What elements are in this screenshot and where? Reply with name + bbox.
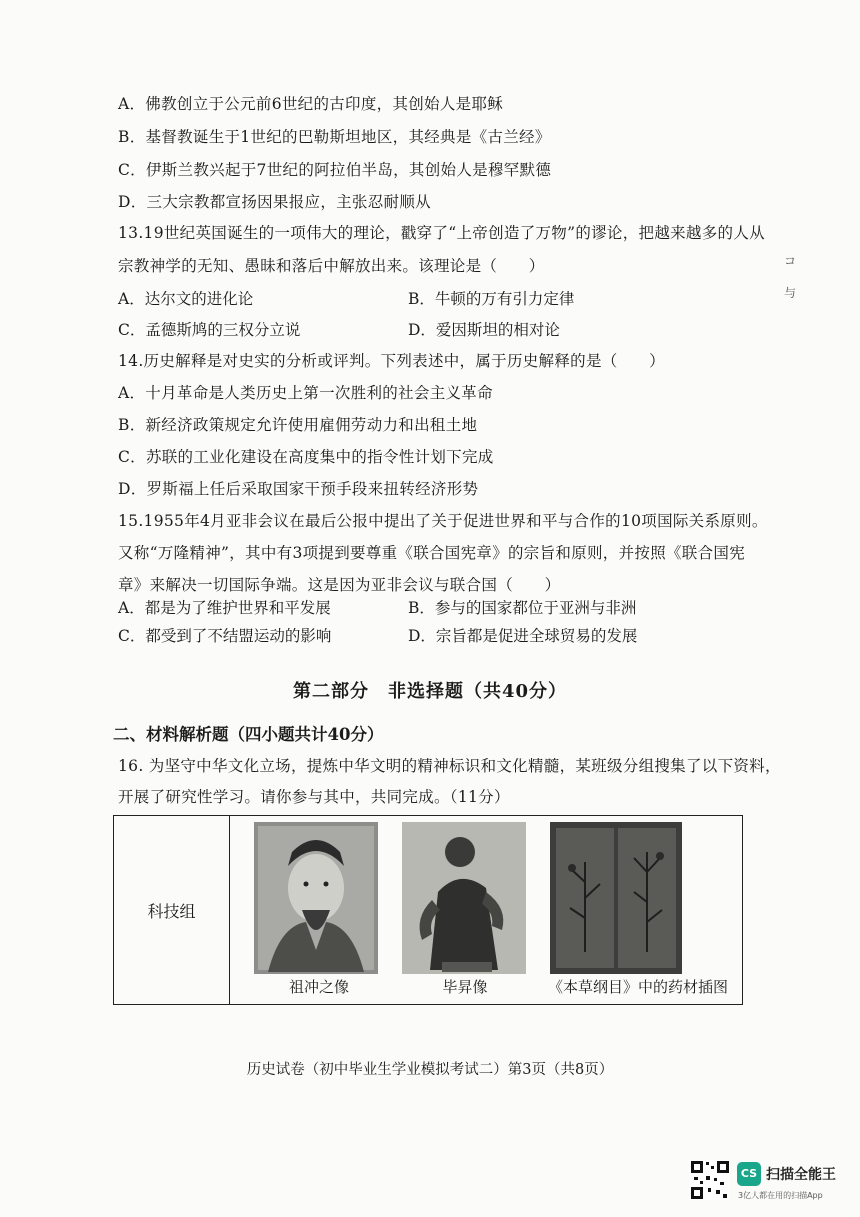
margin-mark-2: 与 <box>784 286 797 300</box>
scanner-tagline: 3亿人都在用的扫描App <box>738 1191 823 1200</box>
section2-title: 二、材料解析题（四小题共计40分） <box>113 725 384 744</box>
q14-option-c: C．苏联的工业化建设在高度集中的指令性计划下完成 <box>118 448 494 466</box>
q15-stem-line3: 章》来解决一切国际争端。这是因为亚非会议与联合国（ ） <box>118 576 561 594</box>
materia-medica-illustration <box>550 822 682 974</box>
q13-option-a: A．达尔文的进化论 <box>118 290 254 308</box>
q14-option-a: A．十月革命是人类历史上第一次胜利的社会主义革命 <box>118 384 493 402</box>
q14-option-d: D．罗斯福上任后采取国家干预手段来扭转经济形势 <box>118 480 479 498</box>
material-table <box>113 815 743 1005</box>
group-label: 科技组 <box>114 816 230 1005</box>
caption-bi-sheng: 毕昇像 <box>442 978 488 996</box>
caption-materia-medica: 《本草纲目》中的药材插图 <box>547 978 728 996</box>
q12-option-d: D．三大宗教都宣扬因果报应，主张忍耐顺从 <box>118 193 431 211</box>
q13-stem-line1: 13.19世纪英国诞生的一项伟大的理论，戳穿了“上帝创造了万物”的谬论，把越来越多的人从 <box>118 224 765 242</box>
q13-stem-line2: 宗教神学的无知、愚昧和落后中解放出来。该理论是（ ） <box>118 257 545 275</box>
q16-stem-line2: 开展了研究性学习。请你参与其中，共同完成。（11分） <box>118 788 510 806</box>
image-cell <box>230 816 743 1005</box>
zu-chongzhi-portrait <box>254 822 378 974</box>
q15-option-d: D．宗旨都是促进全球贸易的发展 <box>408 627 638 645</box>
q16-stem-line1: 16. 为坚守中华文化立场，提炼中华文明的精神标识和文化精髓，某班级分组搜集了以下资料， <box>118 757 781 775</box>
qr-code-icon <box>690 1160 730 1200</box>
margin-mark-1: コ <box>784 254 797 268</box>
q15-option-a: A．都是为了维护世界和平发展 <box>118 599 331 617</box>
bi-sheng-statue <box>402 822 526 974</box>
cs-logo-icon: CS <box>737 1162 761 1186</box>
scanner-app-name: 扫描全能王 <box>766 1167 836 1183</box>
q14-option-b: B．新经济政策规定允许使用雇佣劳动力和出租土地 <box>118 416 478 434</box>
q15-option-b: B．参与的国家都位于亚洲与非洲 <box>408 599 637 617</box>
q13-option-b: B．牛顿的万有引力定律 <box>408 290 575 308</box>
caption-zu-chongzhi: 祖冲之像 <box>288 978 349 996</box>
q12-option-a: A．佛教创立于公元前6世纪的古印度，其创始人是耶稣 <box>118 95 504 113</box>
q12-option-c: C．伊斯兰教兴起于7世纪的阿拉伯半岛，其创始人是穆罕默德 <box>118 161 552 179</box>
q15-option-c: C．都受到了不结盟运动的影响 <box>118 627 332 645</box>
q12-option-b: B．基督教诞生于1世纪的巴勒斯坦地区，其经典是《古兰经》 <box>118 128 551 146</box>
page-footer: 历史试卷（初中毕业生学业模拟考试二）第3页（共8页） <box>246 1062 614 1078</box>
q13-option-c: C．孟德斯鸠的三权分立说 <box>118 321 301 339</box>
q13-option-d: D．爱因斯坦的相对论 <box>408 321 560 339</box>
q15-stem-line1: 15.1955年4月亚非会议在最后公报中提出了关于促进世界和平与合作的10项国际关系原则。 <box>118 512 768 530</box>
q14-stem: 14.历史解释是对史实的分析或评判。下列表述中，属于历史解释的是（ ） <box>118 352 665 370</box>
part2-title: 第二部分 非选择题（共40分） <box>292 681 568 702</box>
q15-stem-line2: 又称“万隆精神”，其中有3项提到要尊重《联合国宪章》的宗旨和原则，并按照《联合国宪 <box>118 544 746 562</box>
